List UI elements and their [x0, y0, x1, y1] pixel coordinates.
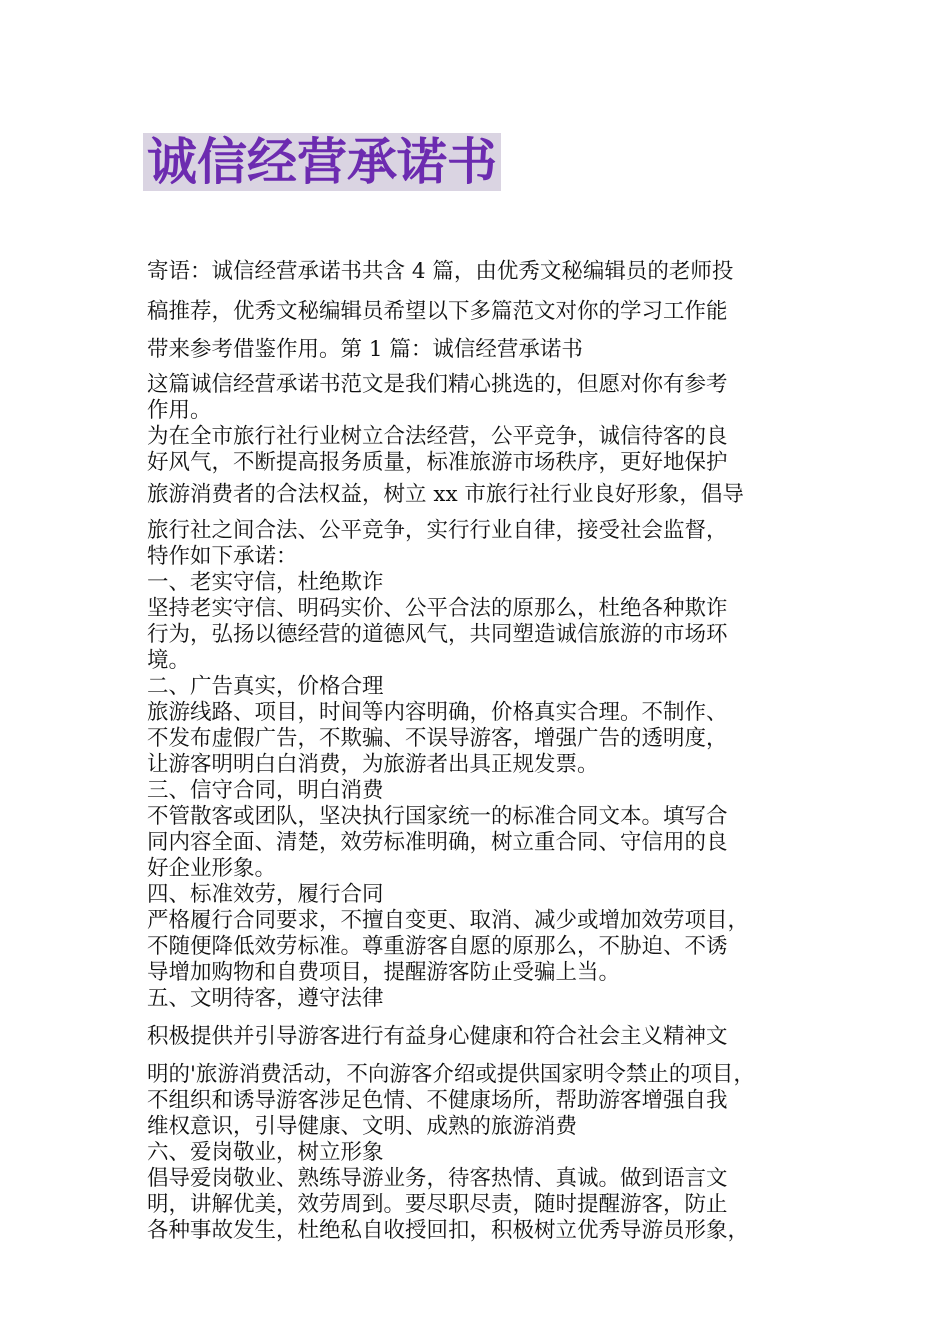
- document-title: 诚信经营承诺书: [147, 133, 497, 191]
- intro-line: 寄语：诚信经营承诺书共含 4 篇，由优秀文秘编辑员的老师投: [147, 259, 734, 284]
- body-line: 好风气，不断提高报务质量，标准旅游市场秩序，更好地保护: [147, 450, 728, 475]
- body-line: 让游客明明白白消费，为旅游者出具正规发票。: [147, 752, 599, 777]
- body-line: 三、信守合同，明白消费: [147, 778, 384, 803]
- body-line: 不发布虚假广告，不欺骗、不误导游客，增强广告的透明度，: [147, 726, 728, 751]
- body-line: 境。: [147, 648, 191, 673]
- body-line: 不管散客或团队，坚决执行国家统一的标准合同文本。填写合: [147, 804, 728, 829]
- intro-line: 带来参考借鉴作用。第 1 篇：诚信经营承诺书: [147, 337, 583, 362]
- body-line: 为在全市旅行社行业树立合法经营，公平竞争，诚信待客的良: [147, 424, 728, 449]
- body-line: 导增加购物和自费项目，提醒游客防止受骗上当。: [147, 960, 621, 985]
- body-line: 明，讲解优美，效劳周到。要尽职尽责，随时提醒游客，防止: [147, 1192, 728, 1217]
- body-line: 旅游线路、项目，时间等内容明确，价格真实合理。不制作、: [147, 700, 728, 725]
- body-line: 不组织和诱导游客涉足色情、不健康场所，帮助游客增强自我: [147, 1088, 728, 1113]
- body-line: 明的'旅游消费活动，不向游客介绍或提供国家明令禁止的项目，: [147, 1062, 755, 1087]
- title-highlight: [143, 133, 501, 191]
- body-line: 六、爱岗敬业，树立形象: [147, 1140, 384, 1165]
- body-line: 旅行社之间合法、公平竞争，实行行业自律，接受社会监督，: [147, 518, 728, 543]
- body-line: 不随便降低效劳标准。尊重游客自愿的原那么，不胁迫、不诱: [147, 934, 728, 959]
- body-line: 行为，弘扬以德经营的道德风气，共同塑造诚信旅游的市场环: [147, 622, 728, 647]
- body-line: 特作如下承诺：: [147, 544, 298, 569]
- body-line: 严格履行合同要求，不擅自变更、取消、减少或增加效劳项目，: [147, 908, 750, 933]
- body-line: 好企业形象。: [147, 856, 277, 881]
- body-line: 积极提供并引导游客进行有益身心健康和符合社会主义精神文: [147, 1024, 728, 1049]
- body-line: 四、标准效劳，履行合同: [147, 882, 384, 907]
- body-line: 各种事故发生，杜绝私自收授回扣，积极树立优秀导游员形象，: [147, 1218, 750, 1243]
- body-line: 坚持老实守信、明码实价、公平合法的原那么，杜绝各种欺诈: [147, 596, 728, 621]
- body-line: 五、文明待客，遵守法律: [147, 986, 384, 1011]
- body-line: 一、老实守信，杜绝欺诈: [147, 570, 384, 595]
- body-line: 维权意识，引导健康、文明、成熟的旅游消费: [147, 1114, 578, 1139]
- body-line: 这篇诚信经营承诺书范文是我们精心挑选的，但愿对你有参考: [147, 372, 728, 397]
- body-line: 作用。: [147, 398, 212, 423]
- body-line: 二、广告真实，价格合理: [147, 674, 384, 699]
- body-line: 同内容全面、清楚，效劳标准明确，树立重合同、守信用的良: [147, 830, 728, 855]
- body-line: 倡导爱岗敬业、熟练导游业务，待客热情、真诚。做到语言文: [147, 1166, 728, 1191]
- intro-line: 稿推荐，优秀文秘编辑员希望以下多篇范文对你的学习工作能: [147, 299, 728, 324]
- body-line: 旅游消费者的合法权益，树立 xx 市旅行社行业良好形象，倡导: [147, 482, 744, 507]
